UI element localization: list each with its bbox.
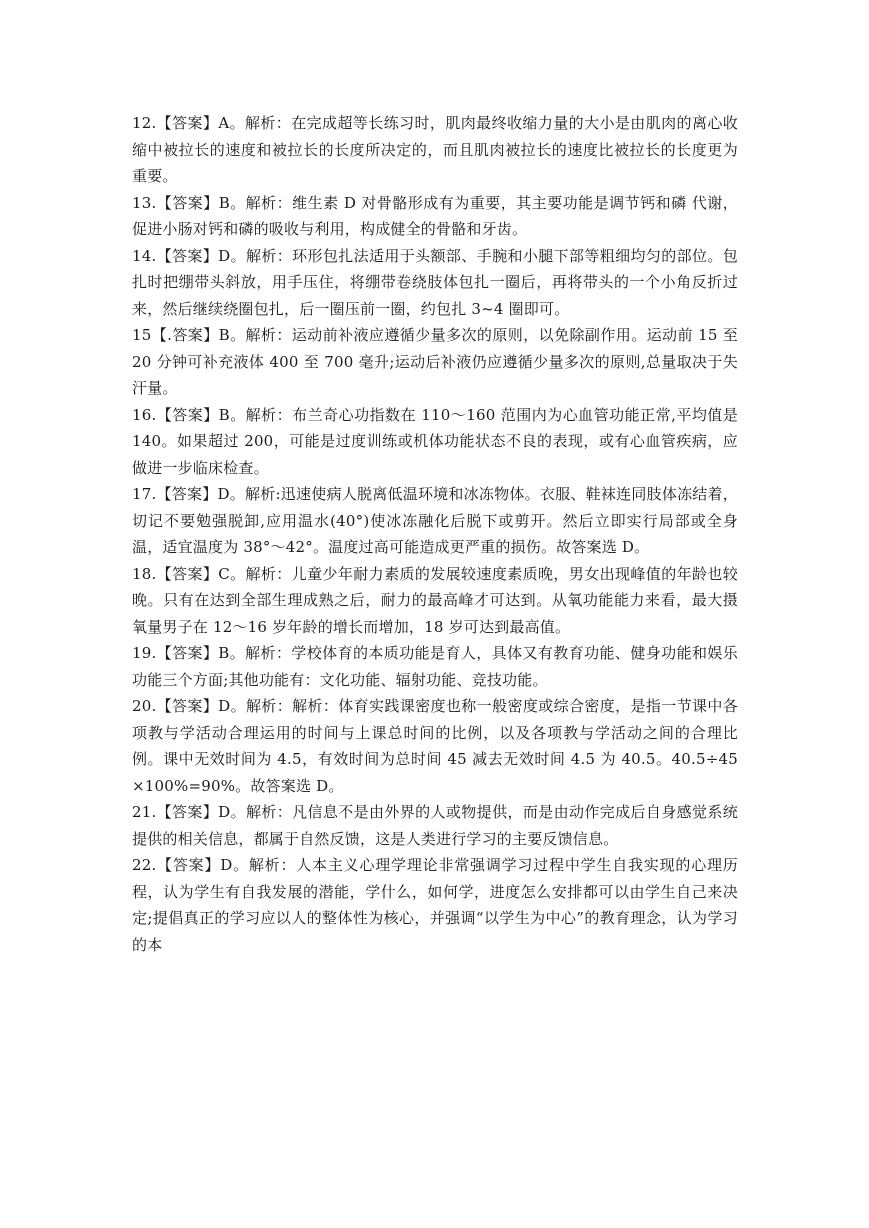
- answer-paragraph-18: 18.【答案】C。解析：儿童少年耐力素质的发展较速度素质晚，男女出现峰值的年龄也较晚。只有在达到全部生理成熟之后，耐力的最高峰才可达到。从氧功能能力来看，最大摄氧量男子在 12～16 岁年龄的增长而增加，18 岁可达到最高值。: [132, 564, 738, 636]
- answer-paragraph-22: 22.【答案】D。解析：人本主义心理学理论非常强调学习过程中学生自我实现的心理历程，认为学生有自我发展的潜能，学什么，如何学，进度怎么安排都可以由学生自己来决定;提倡真正的学习应以人的整体性为核心，并强调“以学生为中心”的教育理念，认为学习的本: [132, 856, 738, 954]
- answer-paragraph-13: 13.【答案】B。解析：维生素 D 对骨骼形成有为重要，其主要功能是调节钙和磷 代谢，促进小肠对钙和磷的吸收与利用，构成健全的骨骼和牙齿。: [132, 193, 738, 238]
- answer-paragraph-17: 17.【答案】D。解析:迅速使病人脱离低温环境和冰冻物体。衣服、鞋袜连同肢体冻结着，切记不要勉强脱卸,应用温水(40°)使冰冻融化后脱下或剪开。然后立即实行局部或全身温，适宜温度为 38°～42°。温度过高可能造成更严重的损伤。故答案选 D。: [132, 485, 738, 556]
- answer-paragraph-14: 14.【答案】D。解析：环形包扎法适用于头额部、手腕和小腿下部等粗细均匀的部位。包扎时把绷带头斜放，用手压住，将绷带卷绕肢体包扎一圈后，再将带头的一个小角反折过来，然后继续绕圈包扎，后一圈压前一圈，约包扎 3~4 圈即可。: [132, 246, 738, 318]
- answer-paragraph-12: 12.【答案】A。解析：在完成超等长练习时，肌肉最终收缩力量的大小是由肌肉的离心收缩中被拉长的速度和被拉长的长度所决定的，而且肌肉被拉长的速度比被拉长的长度更为重要。: [132, 114, 738, 185]
- answer-paragraph-16: 16.【答案】B。解析：布兰奇心功指数在 110～160 范围内为心血管功能正常,平均值是 140。如果超过 200，可能是过度训练或机体功能状态不良的表现，或有心血管疾病，应做进一步临床检查。: [132, 405, 738, 477]
- answer-paragraph-21: 21.【答案】D。解析：凡信息不是由外界的人或物提供，而是由动作完成后自身感觉系统提供的相关信息，都属于自然反馈，这是人类进行学习的主要反馈信息。: [132, 803, 738, 848]
- answer-paragraph-20: 20.【答案】D。解析：解析：体育实践课密度也称一般密度或综合密度，是指一节课中各项教与学活动合理运用的时间与上课总时间的比例，以及各项教与学活动之间的合理比例。课中无效时间为 4.5，有效时间为总时间 45 减去无效时间 4.5 为 40.5。40.5÷45×100%=90%。故答案选 D。: [132, 697, 738, 795]
- answer-paragraph-19: 19.【答案】B。解析：学校体育的本质功能是育人，具体又有教育功能、健身功能和娱乐功能三个方面;其他功能有：文化功能、辐射功能、竞技功能。: [132, 644, 738, 689]
- answer-paragraph-15: 15【.答案】B。解析：运动前补液应遵循少量多次的原则，以免除副作用。运动前 15 至 20 分钟可补充液体 400 至 700 毫升;运动后补液仍应遵循少量多次的原则,总量取决于失汗量。: [132, 326, 738, 397]
- answer-explanations: [132, 110, 738, 958]
